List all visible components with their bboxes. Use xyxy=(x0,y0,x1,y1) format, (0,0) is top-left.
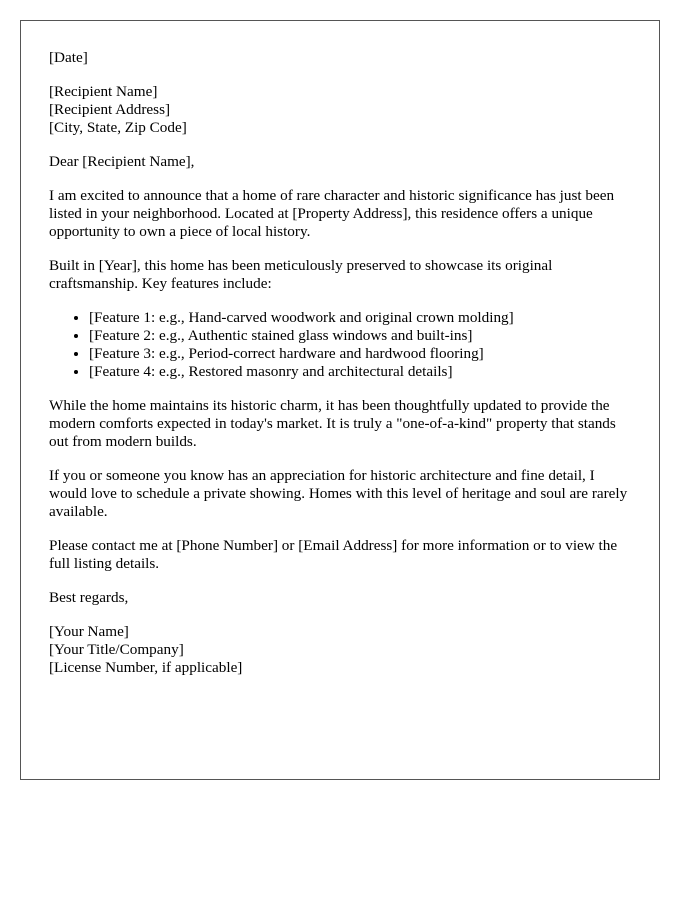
recipient-name: [Recipient Name] xyxy=(49,83,158,100)
appreciation-paragraph: If you or someone you know has an appreciation for historic architecture and fine detail, I would love to schedule a private showing. Homes with this level of heritage and soul are rarely available. xyxy=(49,467,628,520)
recipient-block xyxy=(49,83,631,137)
salutation: Dear [Recipient Name], xyxy=(49,153,195,170)
built-paragraph: Built in [Year], this home has been meticulously preserved to showcase its original craftsmanship. Key features include: xyxy=(49,257,553,292)
signature-license: [License Number, if applicable] xyxy=(49,659,243,676)
recipient-address: [Recipient Address] xyxy=(49,101,171,118)
signature-name: [Your Name] xyxy=(49,623,129,640)
feature-item-4: • [Feature 4: e.g., Restored masonry and architectural details] xyxy=(89,363,631,381)
feature-item-3: • [Feature 3: e.g., Period-correct hardware and hardwood flooring] xyxy=(89,345,631,363)
closing: Best regards, xyxy=(49,589,129,606)
feature-item-1: • [Feature 1: e.g., Hand-carved woodwork and original crown molding] xyxy=(89,309,631,327)
updated-paragraph: While the home maintains its historic charm, it has been thoughtfully updated to provide the modern comforts expected in today's market. It is truly a "one-of-a-kind" property that stands out from modern builds. xyxy=(49,397,616,450)
contact-paragraph: Please contact me at [Phone Number] or [Email Address] for more information or to view the full listing details. xyxy=(49,537,618,572)
signature-title-company: [Your Title/Company] xyxy=(49,641,184,658)
feature-item-2: • [Feature 2: e.g., Authentic stained glass windows and built-ins] xyxy=(89,327,631,345)
recipient-city-state-zip: [City, State, Zip Code] xyxy=(49,119,187,136)
features-list xyxy=(49,309,631,381)
intro-paragraph: I am excited to announce that a home of rare character and historic significance has just been listed in your neighborhood. Located at [Property Address], this residence offers a unique opportunity to own a piece of local history. xyxy=(49,187,615,240)
letter-page xyxy=(20,20,660,780)
signature-block xyxy=(49,623,631,677)
date: [Date] xyxy=(49,49,88,66)
